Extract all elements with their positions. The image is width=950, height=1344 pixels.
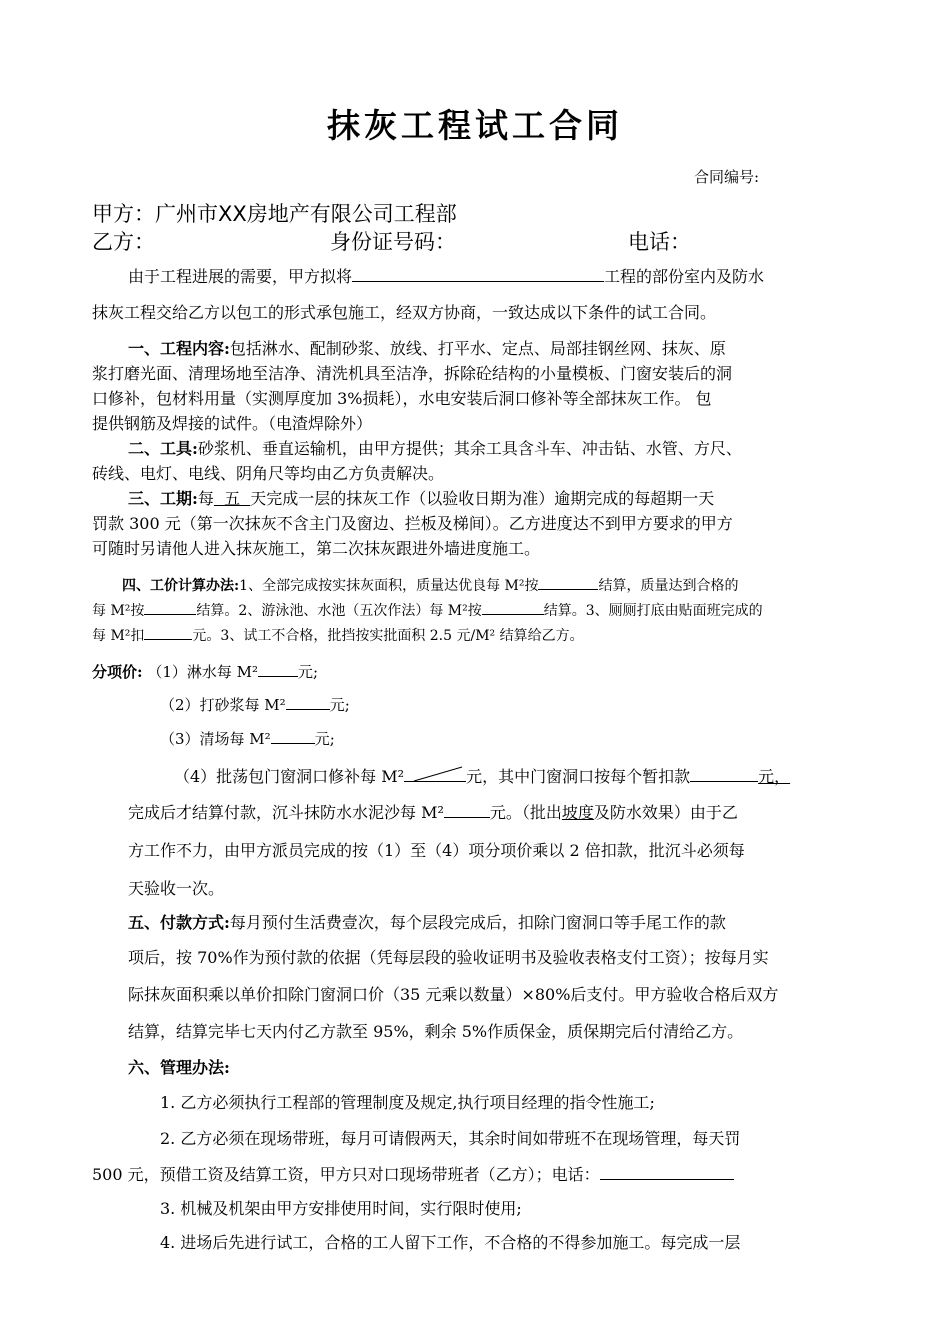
section-4-heading: 四、工价计算办法:: [122, 578, 240, 594]
section-2-line-2: 砖线、电灯、电线、阴角尺等均由乙方负责解决。: [92, 464, 445, 483]
unit-price-line-6: 方工作不力，由甲方派员完成的按（1）至（4）项分项价乘以 2 倍扣款，批沉斗必须每: [128, 841, 745, 860]
section-1-line-1: 一、工程内容:包括淋水、配制砂浆、放线、打平水、定点、局部挂钢丝网、抹灰、原: [128, 339, 726, 358]
unit-price-item-3: （3）清场每 M² 元;: [160, 730, 335, 748]
section-6-item-2-line-1: 2. 乙方必须在现场带班，每月可请假两天，其余时间如带班不在现场管理，每天罚: [160, 1129, 741, 1148]
contract-number-label: 合同编号:: [694, 168, 760, 186]
unit-price-heading: 分项价:: [92, 663, 143, 681]
id-number-label: 身份证号码：: [330, 230, 456, 254]
unit-price-line-7: 天验收一次。: [128, 879, 225, 898]
section-4-line-2: 每 M²按 结算。2、游泳池、水池（五次作法）每 M²按 结算。3、厕厕打底由贴面班完成的: [92, 600, 763, 620]
section-2-line-1: 二、工具:砂浆机、垂直运输机，由甲方提供；其余工具含斗车、冲击钻、水管、方尺、: [128, 439, 742, 458]
section-5-line-3: 际抹灰面积乘以单价扣除门窗洞口价（35 元乘以数量）×80%后支付。甲方验收合格后双方: [128, 985, 779, 1004]
section-3-heading: 三、工期:: [128, 489, 198, 508]
section-1-line-3: 口修补，包材料用量（实测厚度加 3%损耗），水电安装后洞口修补等全部抹灰工作。 包: [92, 389, 712, 408]
unit-price-item-1: 分项价: （1）淋水每 M² 元;: [92, 663, 319, 681]
section-6-heading: 六、管理办法:: [128, 1058, 230, 1077]
days-value: 五: [213, 489, 251, 508]
section-6-item-2-line-2: 500 元，预借工资及结算工资，甲方只对口现场带班者（乙方）；电话：: [92, 1162, 734, 1185]
section-5-heading: 五、付款方式:: [128, 913, 230, 932]
section-6-item-4: 4. 进场后先进行试工，合格的工人留下工作，不合格的不得参加施工。每完成一层: [160, 1233, 741, 1252]
section-5-line-4: 结算，结算完毕七天内付乙方款至 95%，剩余 5%作质保金，质保期完后付清给乙方。: [128, 1022, 744, 1041]
phone-label: 电话：: [628, 230, 691, 254]
section-5-line-1: 五、付款方式:每月预付生活费壹次，每个层段完成后，扣除门窗洞口等手尾工作的款: [128, 913, 726, 932]
section-3-line-3: 可随时另请他人进入抹灰施工，第二次抹灰跟进外墙进度施工。: [92, 539, 541, 558]
section-3-line-1: 三、工期:每 五 天完成一层的抹灰工作（以验收日期为准）逾期完成的每超期一天: [128, 489, 715, 508]
party-a: 甲方：广州市XX房地产有限公司工程部: [92, 202, 457, 226]
document-title: 抹灰工程试工合同: [327, 106, 623, 145]
section-6-item-1: 1. 乙方必须执行工程部的管理制度及规定,执行项目经理的指令性施工;: [160, 1093, 655, 1112]
section-3-line-2: 罚款 300 元（第一次抹灰不含主门及窗边、拦板及梯间）。乙方进度达不到甲方要求的甲方: [92, 514, 733, 533]
unit-price-line-5: 完成后才结算付款，沉斗抹防水水泥沙每 M² 元。（批出坡度及防水效果）由于乙: [128, 803, 738, 822]
party-b-label: 乙方：: [92, 230, 155, 254]
intro-line-2: 抹灰工程交给乙方以包工的形式承包施工，经双方协商，一致达成以下条件的试工合同。: [92, 303, 717, 322]
project-name-blank: [352, 267, 604, 282]
intro-line-1: 由于工程进展的需要，甲方拟将 工程的部份室内及防水: [128, 267, 765, 286]
section-6-item-3: 3. 机械及机架由甲方安排使用时间，实行限时使用;: [160, 1199, 522, 1218]
section-1-heading: 一、工程内容:: [128, 339, 230, 358]
section-4-line-1: 四、工价计算办法:1、全部完成按实抹灰面积，质量达优良每 M²按 结算，质量达到合格的: [122, 575, 738, 595]
section-2-heading: 二、工具:: [128, 439, 198, 458]
phone-blank: [600, 1165, 734, 1180]
section-4-line-3: 每 M²扣 元。3、试工不合格，批挡按实批面积 2.5 元/M² 结算给乙方。: [92, 625, 584, 645]
section-1-line-2: 浆打磨光面、清理场地至洁净、清洗机具至洁净，拆除砼结构的小量模板、门窗安装后的洞: [92, 364, 733, 383]
unit-price-item-2: （2）打砂浆每 M² 元;: [160, 696, 350, 714]
unit-price-item-4: （4）批荡包门窗洞口修补每 M² 元，其中门窗洞口按每个暂扣款 元，: [174, 767, 791, 786]
struck-blank: [404, 767, 466, 782]
section-1-line-4: 提供钢筋及焊接的试件。（电渣焊除外）: [92, 414, 373, 433]
section-5-line-2: 项后，按 70%作为预付款的依据（凭每层段的验收证明书及验收表格支付工资）；按每月实: [128, 948, 769, 967]
